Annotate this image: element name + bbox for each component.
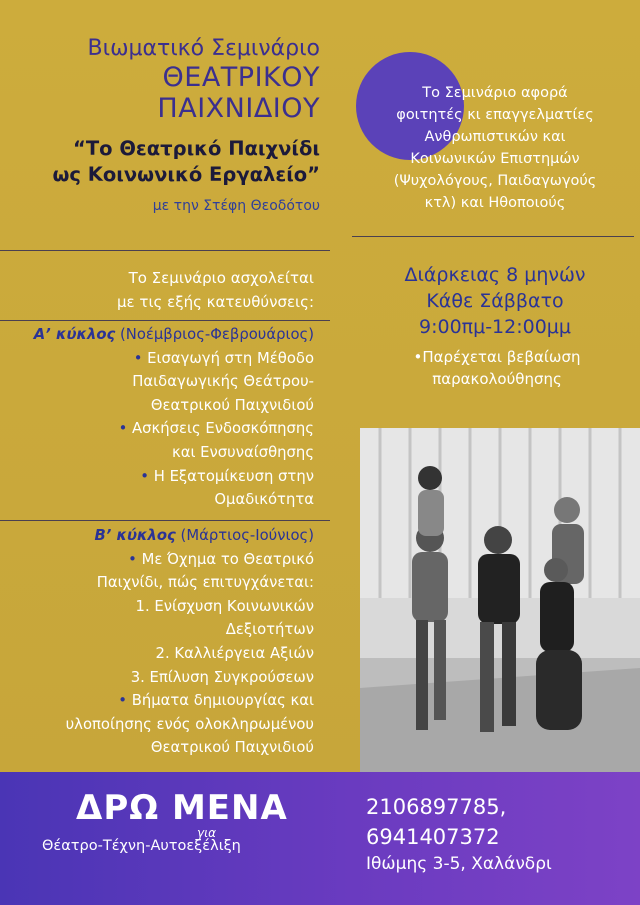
cycle-a-heading bbox=[14, 323, 314, 347]
bullet-icon: • bbox=[118, 420, 128, 438]
item-text: Παιδαγωγικής Θεάτρου- bbox=[132, 373, 314, 391]
bullet-icon: • bbox=[413, 348, 423, 366]
audience-line: φοιτητές κι επαγγελματίες bbox=[396, 107, 594, 123]
item-text: 2. Καλλιέργεια Αξιών bbox=[155, 644, 314, 662]
day: Κάθε Σάββατο bbox=[426, 290, 564, 312]
cert-line-1 bbox=[362, 346, 632, 368]
duration: Διάρκειας 8 μηνών bbox=[404, 264, 586, 286]
item-text: Βήματα δημιουργίας και bbox=[131, 692, 314, 710]
audience-line: κτλ) και Ηθοποιούς bbox=[424, 195, 566, 211]
title-line-2: ΠΑΙΧΝΙΔΙΟΥ bbox=[157, 93, 320, 124]
item-text: Εισαγωγή στη Μέθοδο bbox=[147, 349, 314, 367]
item-text: Η Εξατομίκευση στην bbox=[153, 467, 314, 485]
item-text: Θεατρικού Παιχνιδιού bbox=[150, 396, 314, 414]
audience-line: (Ψυχολόγους, Παιδαγωγούς bbox=[393, 173, 597, 189]
schedule bbox=[360, 262, 630, 340]
list-item bbox=[14, 548, 314, 572]
list-item bbox=[14, 417, 314, 441]
divider bbox=[0, 250, 330, 251]
dancers-photo bbox=[360, 428, 640, 772]
audience-text bbox=[360, 82, 630, 214]
item-text: υλοποίησης ενός ολοκληρωμένου bbox=[65, 715, 314, 733]
item-text: 1. Ενίσχυση Κοινωνικών bbox=[135, 597, 314, 615]
seminar-type: Βιωματικό Σεμινάριο bbox=[87, 36, 320, 61]
certificate-note bbox=[362, 346, 632, 390]
cycle-a bbox=[14, 323, 314, 512]
byline: με την Στέφη Θεοδότου bbox=[152, 198, 320, 214]
cycle-b-title: Β’ κύκλος bbox=[94, 527, 176, 544]
intro-line-2: με τις εξής κατευθύνσεις: bbox=[117, 293, 314, 311]
logo-subtext: για bbox=[197, 826, 217, 840]
intro-text bbox=[14, 266, 314, 314]
item-text: Ομαδικότητα bbox=[214, 491, 314, 509]
cycle-a-period: (Νοέμβριος-Φεβρουάριος) bbox=[120, 326, 314, 343]
logo: ΔΡΩ ΜΕΝΑ bbox=[76, 788, 288, 828]
divider bbox=[0, 520, 330, 521]
list-item bbox=[14, 465, 314, 489]
audience-line: Ανθρωπιστικών και bbox=[424, 129, 566, 145]
bullet-icon: • bbox=[118, 692, 127, 710]
audience-line: Το Σεμινάριο αφορά bbox=[422, 85, 568, 101]
item-text: Ασκήσεις Ενδοσκόπησης bbox=[132, 420, 314, 438]
cycle-b-period: (Μάρτιος-Ιούνιος) bbox=[180, 527, 314, 544]
intro-line-1: Το Σεμινάριο ασχολείται bbox=[128, 269, 314, 287]
phone-1[interactable]: 2106897785, bbox=[366, 795, 507, 819]
title-line-1: ΘΕΑΤΡΙΚΟΥ bbox=[162, 62, 320, 93]
item-text: Δεξιοτήτων bbox=[225, 621, 314, 639]
item-text: και Ενσυναίσθησης bbox=[171, 443, 314, 461]
bullet-icon: • bbox=[133, 349, 143, 367]
cycle-b-heading bbox=[14, 524, 314, 548]
divider bbox=[352, 236, 634, 237]
address: Ιθώμης 3-5, Χαλάνδρι bbox=[366, 854, 552, 874]
cycle-b bbox=[14, 524, 314, 760]
list-item bbox=[14, 347, 314, 371]
item-text: 3. Επίλυση Συγκρούσεων bbox=[130, 668, 314, 686]
audience-line: Κοινωνικών Επιστημών bbox=[410, 151, 580, 167]
subtitle-line-2: ως Κοινωνικό Εργαλείο” bbox=[52, 163, 320, 186]
divider bbox=[0, 320, 330, 321]
cert-text: Παρέχεται βεβαίωση bbox=[422, 348, 581, 366]
time: 9:00πμ-12:00μμ bbox=[419, 316, 571, 338]
phone-2[interactable]: 6941407372 bbox=[366, 825, 500, 849]
bullet-icon: • bbox=[128, 550, 137, 568]
tagline: Θέατρο-Τέχνη-Αυτοεξέλιξη bbox=[42, 838, 241, 854]
title-block bbox=[14, 36, 320, 216]
bullet-icon: • bbox=[140, 467, 150, 485]
subtitle-line-1: “Το Θεατρικό Παιχνίδι bbox=[73, 137, 320, 160]
item-text: Με Όχημα το Θεατρικό bbox=[141, 550, 314, 568]
phones bbox=[366, 792, 506, 852]
list-item bbox=[14, 689, 314, 713]
cert-line-2: παρακολούθησης bbox=[432, 370, 562, 388]
item-text: Παιχνίδι, πώς επιτυγχάνεται: bbox=[96, 574, 314, 592]
item-text: Θεατρικού Παιχνιδιού bbox=[150, 739, 314, 757]
cycle-a-title: Α’ κύκλος bbox=[33, 326, 116, 343]
